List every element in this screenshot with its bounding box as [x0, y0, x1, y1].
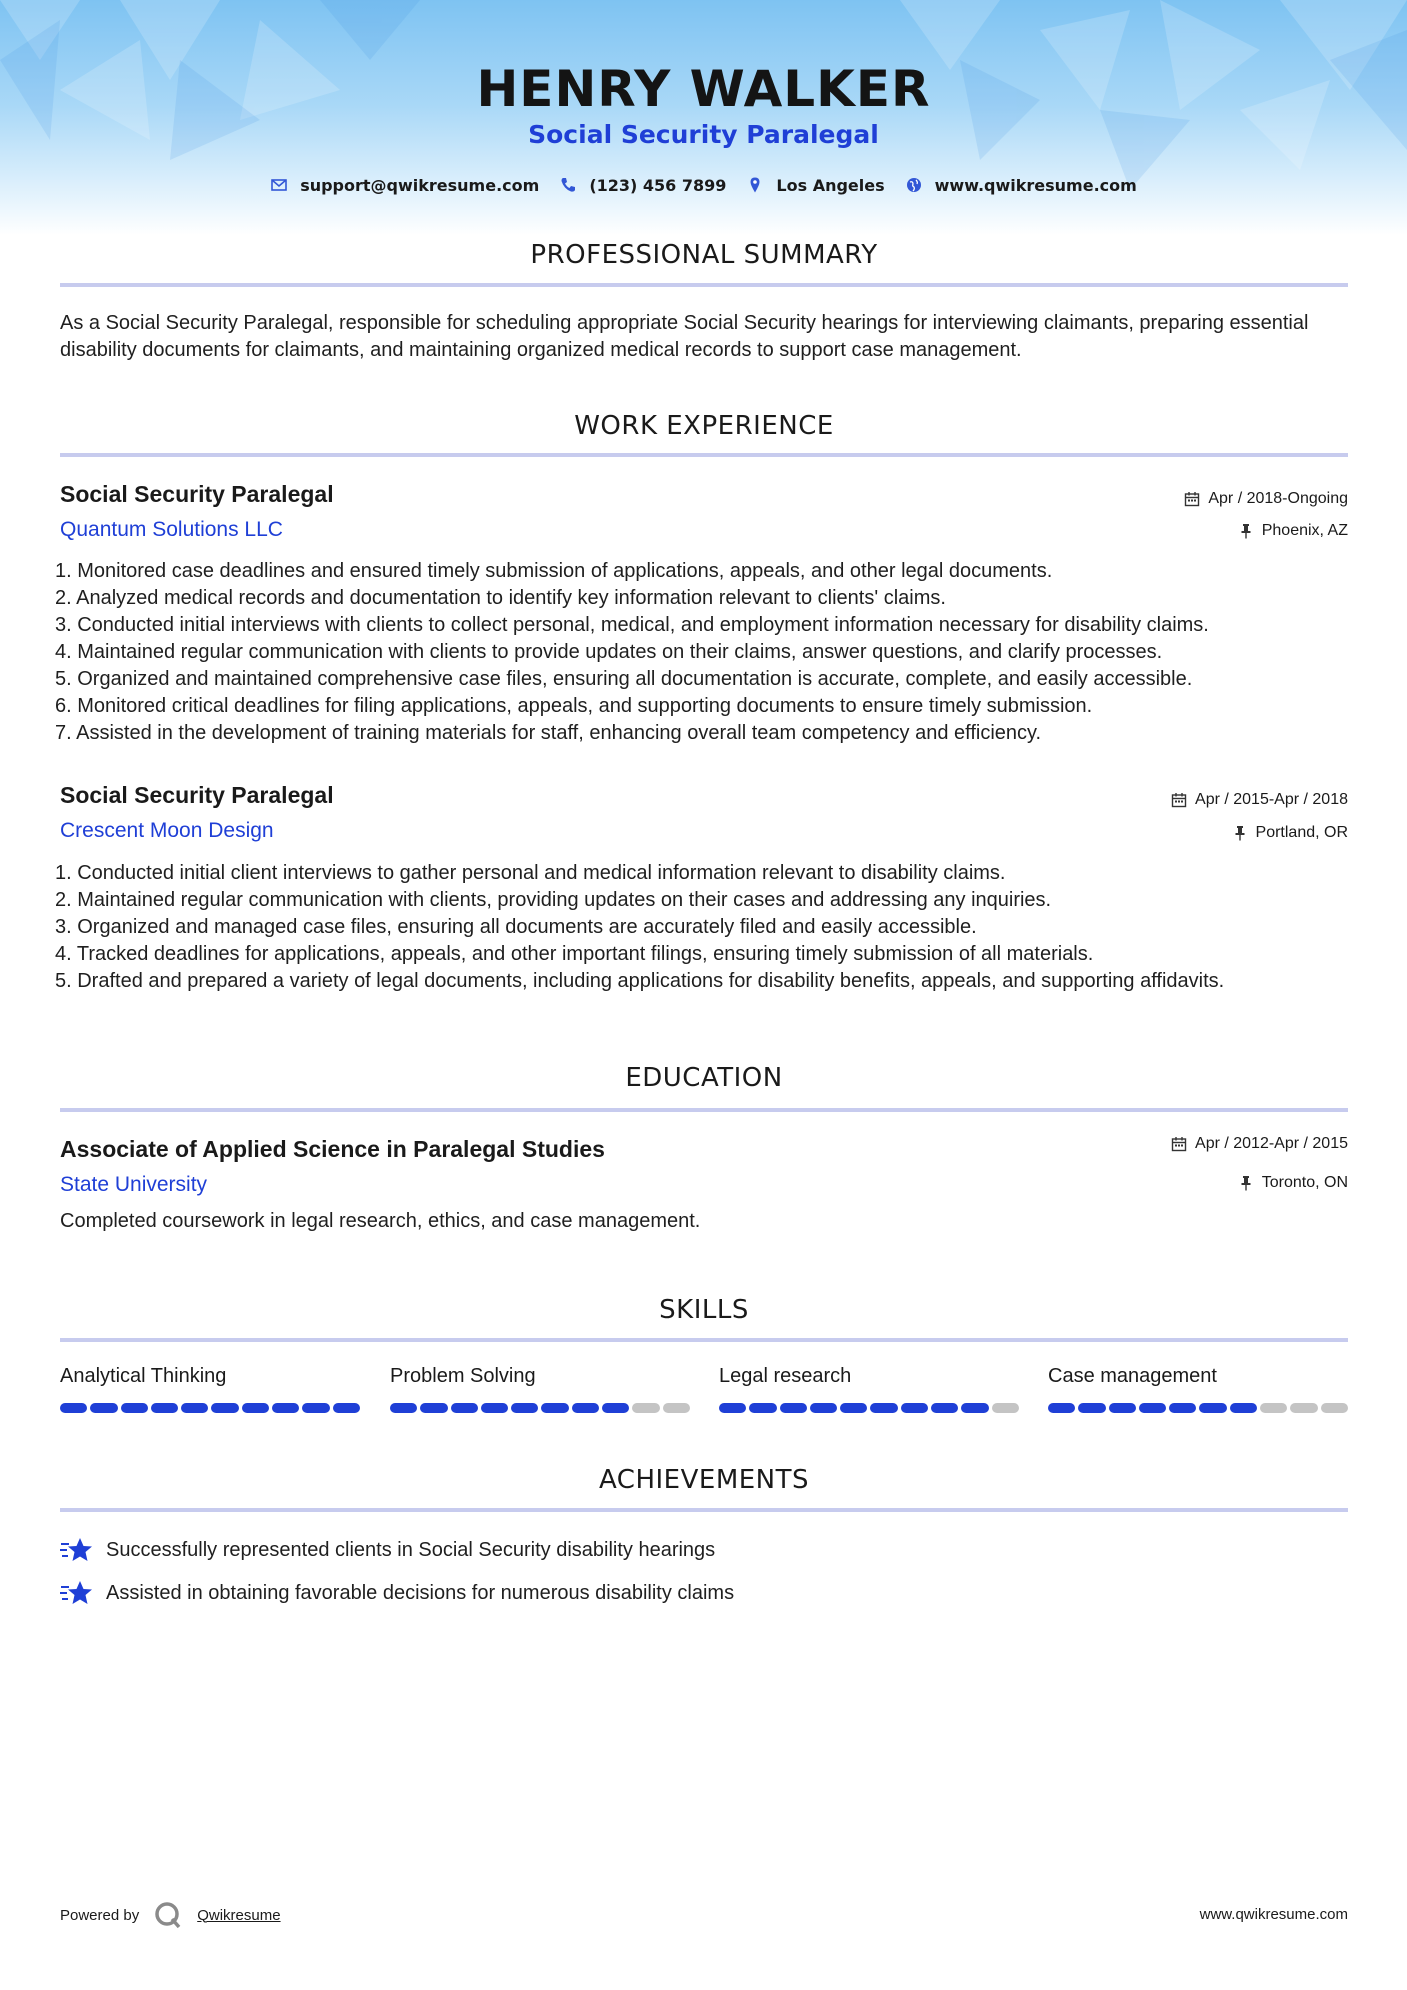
job-dates: [1184, 490, 1348, 508]
job-responsibilities: [55, 860, 1355, 995]
rating-dot-filled: [302, 1403, 329, 1413]
rating-dot-filled: [780, 1403, 807, 1413]
job-location-text: Portland, OR: [1255, 824, 1348, 841]
contact-phone[interactable]: [559, 176, 726, 195]
skill-problem-solving: [390, 1365, 690, 1388]
qwikresume-logo-icon: [153, 1900, 183, 1930]
rating-dot-empty: [1290, 1403, 1317, 1413]
skill-label: Legal research: [719, 1365, 852, 1387]
list-item: 4. Tracked deadlines for applications, appeals, and other important filings, ensuring timely submission of all materials.: [55, 943, 1094, 965]
rating-dot-filled: [90, 1403, 117, 1413]
list-item: 2. Analyzed medical records and documentation to identify key information relevant to clients' claims.: [55, 587, 946, 609]
education-location-text: Toronto, ON: [1261, 1174, 1348, 1191]
powered-by-label: Powered by: [60, 1906, 140, 1924]
rating-dot-filled: [481, 1403, 508, 1413]
star-icon: [60, 1578, 92, 1608]
education-description: Completed coursework in legal research, ethics, and case management.: [60, 1210, 701, 1232]
rating-dot-filled: [719, 1403, 746, 1413]
contact-website-text: www.qwikresume.com: [934, 175, 1137, 195]
rating-dot-empty: [1321, 1403, 1348, 1413]
education-divider: [60, 1108, 1348, 1112]
job-location: [1238, 522, 1348, 540]
rating-dot-filled: [60, 1403, 87, 1413]
calendar-icon: [1171, 792, 1187, 808]
pushpin-icon: [1238, 1175, 1254, 1191]
achievement-item: [60, 1535, 715, 1565]
rating-dot-filled: [541, 1403, 568, 1413]
rating-dot-filled: [242, 1403, 269, 1413]
job-dates-text: Apr / 2018-Ongoing: [1208, 490, 1348, 507]
rating-dot-filled: [749, 1403, 776, 1413]
skill-analytical-thinking: [60, 1365, 360, 1388]
rating-dot-empty: [1260, 1403, 1287, 1413]
education-location: [1238, 1174, 1348, 1192]
envelope-icon: [270, 176, 288, 194]
skill-rating: [1048, 1403, 1348, 1413]
job-dates: [1171, 791, 1348, 809]
contact-email[interactable]: [270, 176, 539, 195]
job-location-text: Phoenix, AZ: [1261, 522, 1348, 539]
education-dates-text: Apr / 2012-Apr / 2015: [1195, 1135, 1348, 1152]
list-item: 3. Conducted initial interviews with clients to collect personal, medical, and employment information necessary for disability claims.: [55, 614, 1209, 636]
achievement-text: Assisted in obtaining favorable decisions for numerous disability claims: [106, 1581, 735, 1604]
rating-dot-filled: [1139, 1403, 1166, 1413]
job-title: Social Security Paralegal: [60, 481, 334, 507]
achievements-divider: [60, 1508, 1348, 1512]
calendar-icon: [1171, 1136, 1187, 1152]
contact-location-text: Los Angeles: [776, 175, 885, 195]
summary-divider: [60, 283, 1348, 287]
rating-dot-filled: [420, 1403, 447, 1413]
rating-dot-filled: [272, 1403, 299, 1413]
achievements-heading: ACHIEVEMENTS: [598, 1465, 810, 1495]
rating-dot-filled: [121, 1403, 148, 1413]
job-title: Social Security Paralegal: [60, 782, 334, 808]
rating-dot-filled: [1230, 1403, 1257, 1413]
rating-dot-filled: [1199, 1403, 1226, 1413]
skill-label: Problem Solving: [390, 1365, 536, 1387]
rating-dot-filled: [181, 1403, 208, 1413]
contact-bar: [0, 172, 1407, 198]
list-item: 5. Drafted and prepared a variety of legal documents, including applications for disability benefits, appeals, and supporting affidavits.: [55, 970, 1225, 992]
skill-case-management: [1048, 1365, 1348, 1388]
summary-text: As a Social Security Paralegal, responsible for scheduling appropriate Social Security hearings for interviewing claimants, preparing essential disability documents for claimants, and maintaining organized medical records to support case management.: [60, 312, 1309, 361]
footer-powered-by: [60, 1900, 281, 1930]
contact-location: [746, 176, 884, 195]
calendar-icon: [1184, 491, 1200, 507]
rating-dot-filled: [810, 1403, 837, 1413]
list-item: 1. Conducted initial client interviews to gather personal and medical information relevant to disability claims.: [55, 862, 1006, 884]
rating-dot-filled: [451, 1403, 478, 1413]
globe-icon: [905, 176, 923, 194]
candidate-name: HENRY WALKER: [476, 60, 931, 118]
achievement-text: Successfully represented clients in Social Security disability hearings: [106, 1538, 716, 1561]
list-item: 2. Maintained regular communication with clients, providing updates on their cases and addressing any inquiries.: [55, 889, 1052, 911]
rating-dot-filled: [1109, 1403, 1136, 1413]
skill-rating: [60, 1403, 360, 1413]
rating-dot-filled: [901, 1403, 928, 1413]
achievement-item: [60, 1578, 734, 1608]
contact-email-text: support@qwikresume.com: [300, 175, 540, 195]
rating-dot-filled: [511, 1403, 538, 1413]
rating-dot-filled: [870, 1403, 897, 1413]
map-pin-icon: [746, 176, 764, 194]
candidate-title: Social Security Paralegal: [528, 120, 879, 149]
experience-divider: [60, 453, 1348, 457]
rating-dot-filled: [1169, 1403, 1196, 1413]
rating-dot-filled: [602, 1403, 629, 1413]
education-dates: [1171, 1135, 1348, 1153]
education-degree: Associate of Applied Science in Paralegal Studies: [60, 1136, 605, 1162]
qwikresume-link[interactable]: Qwikresume: [197, 1906, 281, 1924]
skills-heading: SKILLS: [659, 1295, 749, 1325]
list-item: 6. Monitored critical deadlines for filing applications, appeals, and supporting documents to ensure timely submission.: [55, 695, 1093, 717]
rating-dot-filled: [151, 1403, 178, 1413]
contact-website[interactable]: [905, 176, 1137, 195]
rating-dot-filled: [840, 1403, 867, 1413]
skills-divider: [60, 1338, 1348, 1342]
footer-website[interactable]: www.qwikresume.com: [1199, 1906, 1348, 1923]
rating-dot-filled: [333, 1403, 360, 1413]
job-company[interactable]: Quantum Solutions LLC: [60, 518, 283, 541]
summary-heading: PROFESSIONAL SUMMARY: [530, 240, 878, 270]
job-dates-text: Apr / 2015-Apr / 2018: [1195, 791, 1348, 808]
list-item: 3. Organized and managed case files, ensuring all documents are accurately filed and easily accessible.: [55, 916, 977, 938]
job-location: [1232, 824, 1348, 842]
skill-rating: [719, 1403, 1019, 1413]
skill-label: Analytical Thinking: [60, 1365, 227, 1387]
education-school[interactable]: State University: [60, 1173, 208, 1196]
experience-heading: WORK EXPERIENCE: [574, 411, 834, 441]
rating-dot-filled: [572, 1403, 599, 1413]
list-item: 5. Organized and maintained comprehensive case files, ensuring all documentation is accurate, complete, and easily accessible.: [55, 668, 1193, 690]
rating-dot-empty: [992, 1403, 1019, 1413]
job-company[interactable]: Crescent Moon Design: [60, 819, 274, 842]
rating-dot-filled: [1048, 1403, 1075, 1413]
rating-dot-filled: [961, 1403, 988, 1413]
rating-dot-filled: [1078, 1403, 1105, 1413]
contact-phone-text: (123) 456 7899: [589, 175, 727, 195]
pushpin-icon: [1238, 523, 1254, 539]
skill-legal-research: [719, 1365, 1019, 1388]
list-item: 7. Assisted in the development of training materials for staff, enhancing overall team competency and efficiency.: [55, 722, 1042, 744]
rating-dot-empty: [632, 1403, 659, 1413]
job-responsibilities: [55, 558, 1355, 747]
list-item: 1. Monitored case deadlines and ensured timely submission of applications, appeals, and other legal documents.: [55, 560, 1053, 582]
skill-rating: [390, 1403, 690, 1413]
phone-icon: [559, 176, 577, 194]
skill-label: Case management: [1048, 1365, 1217, 1387]
list-item: 4. Maintained regular communication with clients to provide updates on their claims, answer questions, and clarify processes.: [55, 641, 1163, 663]
rating-dot-filled: [931, 1403, 958, 1413]
rating-dot-filled: [390, 1403, 417, 1413]
education-heading: EDUCATION: [625, 1063, 783, 1093]
pushpin-icon: [1232, 825, 1248, 841]
star-icon: [60, 1535, 92, 1565]
rating-dot-filled: [211, 1403, 238, 1413]
rating-dot-empty: [663, 1403, 690, 1413]
